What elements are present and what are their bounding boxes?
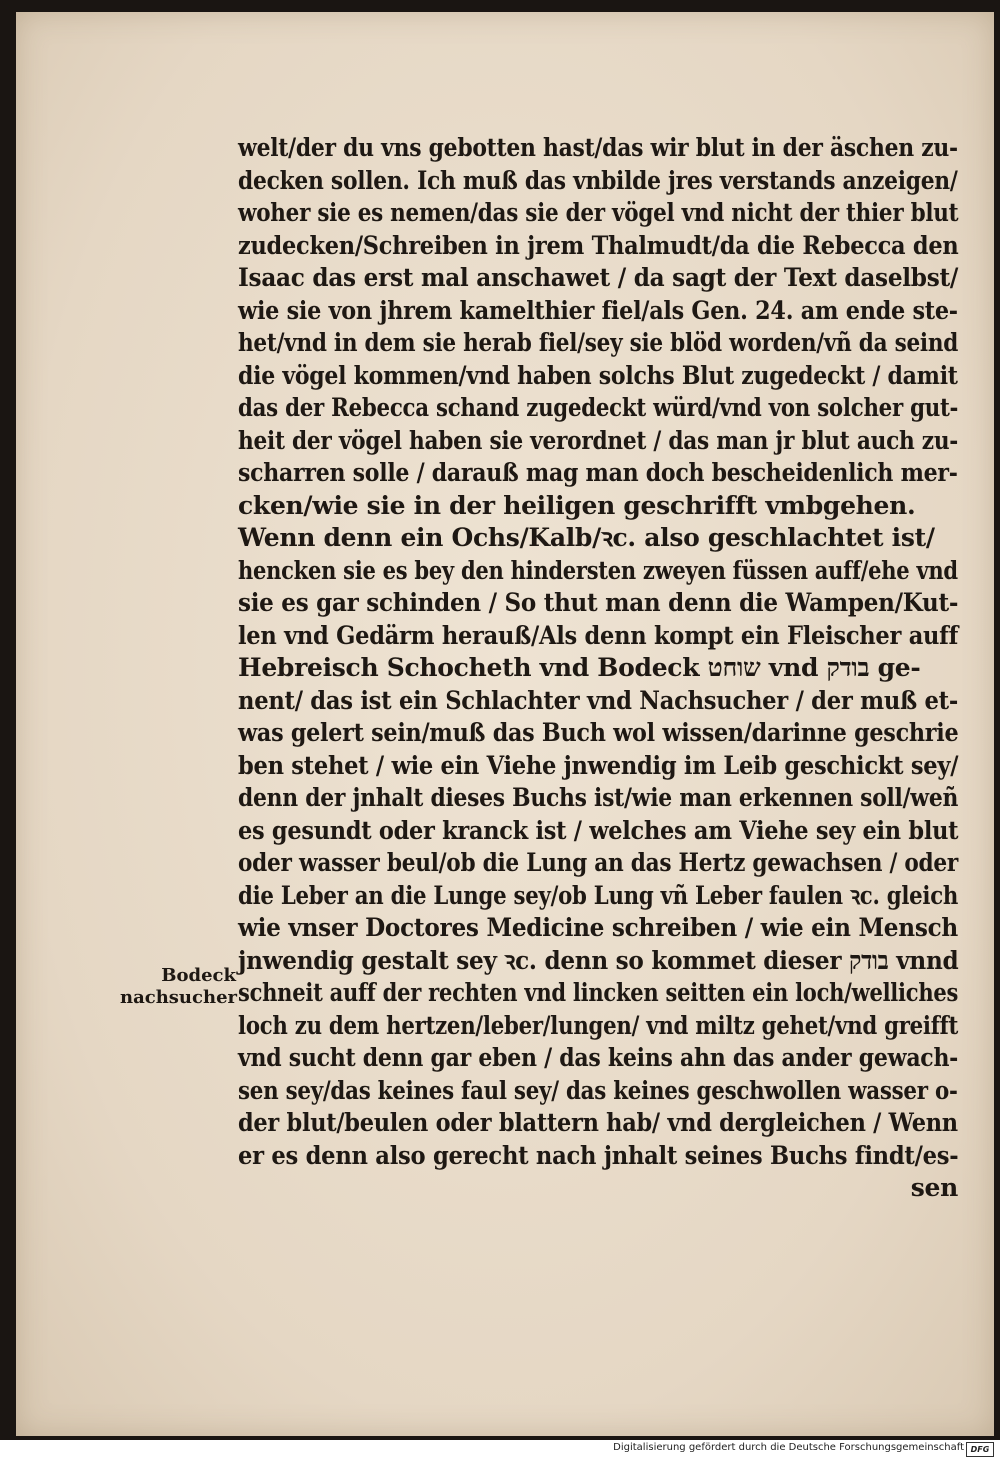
text-line: sie es gar schinden / So thut man denn die Wampen/Kut- [238, 588, 959, 617]
text-line: Hebreisch Schocheth vnd Bodeck שוחט vnd בודק ge- [238, 653, 921, 682]
footer-credit: Digitalisierung gefördert durch die Deutsche Forschungsgemeinschaft [613, 1442, 964, 1453]
margin-note [120, 965, 236, 1009]
margin-note-line-2: nachsucher [120, 987, 237, 1008]
text-line: wie sie von jhrem kamelthier fiel/als Gen. 24. am ende ste- [238, 295, 958, 325]
text-line: der blut/beulen oder blattern hab/ vnd dergleichen / Wenn [238, 1108, 958, 1137]
dfg-logo-icon: DFG [966, 1442, 994, 1457]
text-line: vnd sucht denn gar eben / das keins ahn das ander gewach- [238, 1043, 959, 1072]
text-line: was gelert sein/muß das Buch wol wissen/darinne geschrie [238, 718, 959, 747]
text-line: hencken sie es bey den hindersten zweyen füssen auff/ehe vnd [238, 555, 958, 585]
text-line: heit der vögel haben sie verordnet / das man jr blut auch zu- [238, 425, 959, 455]
text-line: oder wasser beul/ob die Lung an das Hertz gewachsen / oder [238, 848, 959, 877]
margin-note-line-1: Bodeck [161, 965, 236, 986]
text-line: schneit auff der rechten vnd lincken seitten ein loch/welliches [238, 978, 959, 1007]
text-line: die vögel kommen/vnd haben solchs Blut zugedeckt / damit [238, 360, 958, 390]
text-line: wie vnser Doctores Medicine schreiben / wie ein Mensch [238, 913, 958, 942]
text-line: es gesundt oder kranck ist / welches am Viehe sey ein blut [238, 815, 959, 845]
text-line: decken sollen. Ich muß das vnbilde jres verstands anzeigen/ [238, 165, 958, 195]
book-page [16, 12, 994, 1436]
text-line: zudecken/Schreiben in jrem Thalmudt/da die Rebecca den [238, 230, 959, 260]
text-line: Isaac das erst mal anschawet / da sagt der Text daselbst/ [238, 263, 959, 292]
footer-bar [0, 1440, 1000, 1459]
main-text-block [238, 132, 958, 1205]
text-line: denn der jnhalt dieses Buchs ist/wie man erkennen soll/weñ [238, 783, 959, 812]
text-line: Wenn denn ein Ochs/Kalb/ꝛc. also geschlachtet ist/ [238, 523, 935, 552]
catchword: sen [910, 1173, 958, 1202]
text-line: er es denn also gerecht nach jnhalt seines Buchs findt/es- [238, 1140, 959, 1170]
text-line: cken/wie sie in der heiligen geschrifft vmbgehen. [238, 490, 916, 520]
text-line: ben stehet / wie ein Viehe jnwendig im Leib geschickt sey/ [238, 750, 959, 780]
text-line: sen sey/das keines faul sey/ das keines geschwollen wasser o- [238, 1075, 958, 1105]
text-line: scharren solle / darauß mag man doch bescheidenlich mer- [238, 458, 958, 487]
text-line: len vnd Gedärm herauß/Als denn kompt ein Fleischer auff [238, 620, 959, 650]
text-line: woher sie es nemen/das sie der vögel vnd nicht der thier blut [238, 198, 959, 227]
text-line: het/vnd in dem sie herab fiel/sey sie blöd worden/vñ da seind [238, 328, 959, 357]
text-line: die Leber an die Lunge sey/ob Lung vñ Leber faulen ꝛc. gleich [238, 880, 959, 910]
text-line: welt/der du vns gebotten hast/das wir blut in der äschen zu- [238, 133, 958, 162]
text-line: jnwendig gestalt sey ꝛc. denn so kommet dieser בודק vnnd [238, 945, 959, 975]
text-line: loch zu dem hertzen/leber/lungen/ vnd miltz gehet/vnd greifft [238, 1010, 959, 1040]
text-line: nent/ das ist ein Schlachter vnd Nachsucher / der muß et- [238, 685, 958, 715]
text-line: das der Rebecca schand zugedeckt würd/vnd von solcher gut- [238, 393, 959, 422]
